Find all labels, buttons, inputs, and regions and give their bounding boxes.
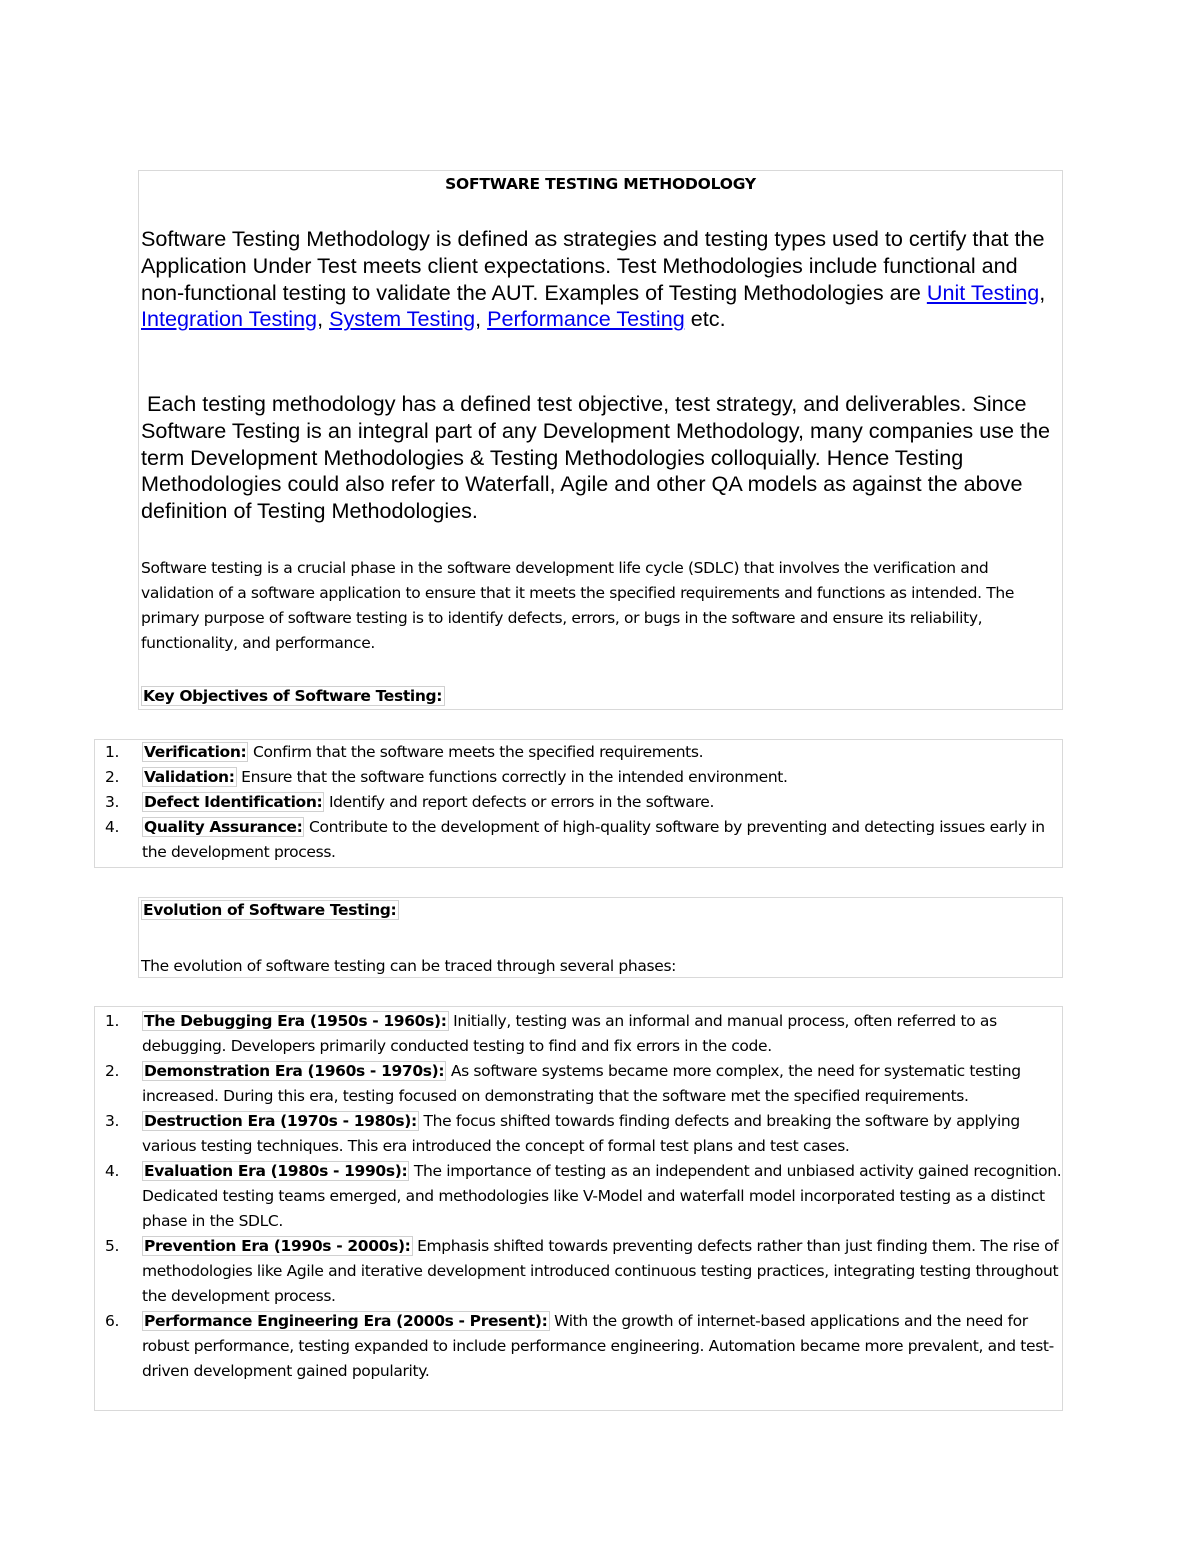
intro-paragraph [141,226,1056,333]
objectives-heading-text: Key Objectives of Software Testing: [141,686,445,706]
list-item [96,1059,1062,1109]
list-term: Quality Assurance: [144,818,303,836]
list-term: Verification: [144,743,247,761]
list-item [96,765,1062,790]
list-text: With the growth of internet-based applications and the need for robust performance, testing expanded to include performance engineering. Automation became more prevalent, and test-driven development gained popularity. [142,1312,1054,1380]
list-item [96,1309,1062,1384]
evolution-heading-text: Evolution of Software Testing: [141,900,399,920]
list-item [96,790,1062,815]
list-number: 4. [105,1162,120,1180]
list-item [96,740,1062,765]
list-item [96,1159,1062,1234]
evolution-heading [141,898,399,923]
link-separator: , [1039,279,1046,305]
list-text: As software systems became more complex, the need for systematic testing increased. During this era, testing focused on demonstrating that the software met the specified requirements. [142,1062,1021,1105]
list-number: 2. [105,768,120,786]
list-number: 5. [105,1237,120,1255]
integration-testing-link[interactable]: Integration Testing [141,306,318,332]
intro-lead-text: Software Testing Methodology is defined as strategies and testing types used to certify that the Application Under Test meets client expectations. Test Methodologies include functional and non-functional testing to validate the AUT. Examples of Testing Methodologies are [141,226,1045,305]
list-text: Confirm that the software meets the specified requirements. [248,743,704,761]
methodology-paragraph: Each testing methodology has a defined test objective, test strategy, and deliverables. Since Software Testing is an integral part of any Development Methodology, many companies use the term Development Methodologies & Testing Methodologies colloquially. Hence Testing Methodologies could also refer to Waterfall, Agile and other QA models as against the above definition of Testing Methodologies. [141,391,1057,524]
phases-list [96,1009,1062,1384]
objectives-heading [141,684,445,709]
list-term: The Debugging Era (1950s - 1960s): [144,1012,447,1030]
list-item [96,1234,1062,1309]
list-term: Evaluation Era (1980s - 1990s): [144,1162,408,1180]
evolution-intro: The evolution of software testing can be traced through several phases: [141,957,677,975]
list-text: Contribute to the development of high-quality software by preventing and detecting issues early in the development process. [142,818,1045,861]
list-term: Defect Identification: [144,793,323,811]
list-text: Ensure that the software functions correctly in the intended environment. [236,768,788,786]
list-term: Prevention Era (1990s - 2000s): [144,1237,411,1255]
system-testing-link[interactable]: System Testing [329,306,476,332]
list-number: 6. [105,1312,120,1330]
document-title: SOFTWARE TESTING METHODOLOGY [445,175,756,193]
intro-tail-text: etc. [684,306,726,332]
list-number: 3. [105,1112,120,1130]
objectives-list [96,740,1062,865]
list-item [96,1009,1062,1059]
link-separator: , [317,306,330,332]
list-number: 4. [105,818,120,836]
link-separator: , [475,306,488,332]
list-number: 3. [105,793,120,811]
list-number: 1. [105,1012,120,1030]
list-item [96,815,1062,865]
sdlc-paragraph: Software testing is a crucial phase in the software development life cycle (SDLC) that involves the verification and validation of a software application to ensure that it meets the specified requirements and functions as intended. The primary purpose of software testing is to identify defects, errors, or bugs in the software and ensure its reliability, functionality, and performance. [141,559,1015,652]
list-term: Performance Engineering Era (2000s - Present): [144,1312,548,1330]
list-number: 1. [105,743,120,761]
list-text: The importance of testing as an independent and unbiased activity gained recognition. Dedicated testing teams emerged, and methodologies like V-Model and waterfall model incorporated testing as a distinct phase in the SDLC. [142,1162,1062,1230]
list-term: Destruction Era (1970s - 1980s): [144,1112,417,1130]
list-number: 2. [105,1062,120,1080]
list-term: Demonstration Era (1960s - 1970s): [144,1062,445,1080]
unit-testing-link[interactable]: Unit Testing [926,279,1040,305]
list-text: Identify and report defects or errors in the software. [324,793,715,811]
performance-testing-link[interactable]: Performance Testing [487,306,685,332]
list-text: Emphasis shifted towards preventing defects rather than just finding them. The rise of methodologies like Agile and iterative development introduced continuous testing practices, integrating testing throughout the development process. [142,1237,1059,1305]
list-text: Initially, testing was an informal and manual process, often referred to as debugging. Developers primarily conducted testing to find and fix errors in the code. [142,1012,997,1055]
list-text: The focus shifted towards finding defects and breaking the software by applying various testing techniques. This era introduced the concept of formal test plans and test cases. [142,1112,1020,1155]
list-item [96,1109,1062,1159]
list-term: Validation: [144,768,235,786]
